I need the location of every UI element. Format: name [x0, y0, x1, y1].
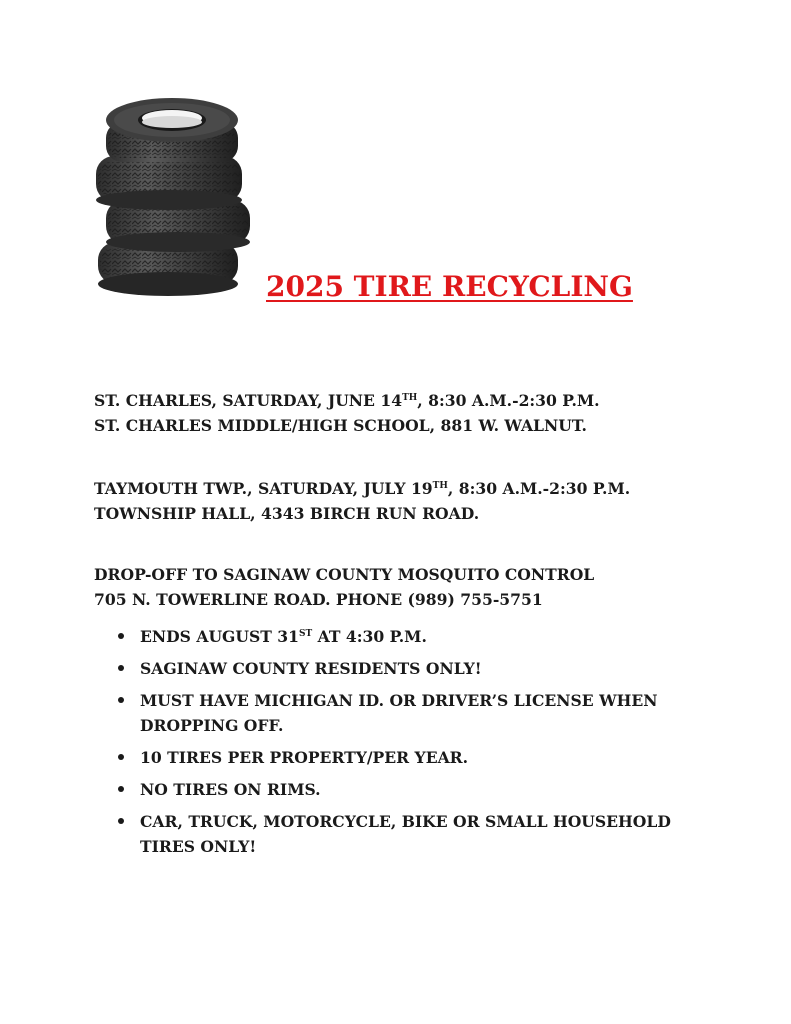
dropoff-line: DROP-OFF TO SAGINAW COUNTY MOSQUITO CONTROL	[94, 565, 595, 584]
event-location-line: TOWNSHIP HALL, 4343 BIRCH RUN ROAD.	[94, 504, 480, 523]
event-date-line: ST. CHARLES, SATURDAY, JUNE 14TH, 8:30 A.M.-2:30 P.M.	[94, 391, 600, 410]
list-item: ENDS AUGUST 31ST AT 4:30 P.M.	[118, 624, 698, 649]
dropoff-address-line: 705 N. TOWERLINE ROAD. PHONE (989) 755-5751	[94, 590, 543, 609]
event-taymouth	[94, 476, 630, 526]
event-date-line: TAYMOUTH TWP., SATURDAY, JULY 19TH, 8:30 A.M.-2:30 P.M.	[94, 479, 631, 498]
event-st-charles	[94, 388, 600, 438]
rules-list	[118, 624, 698, 866]
dropoff-info	[94, 562, 594, 612]
event-location-line: ST. CHARLES MIDDLE/HIGH SCHOOL, 881 W. WALNUT.	[94, 416, 587, 435]
tire-1	[106, 98, 238, 162]
bullet-dot-icon	[118, 754, 124, 760]
list-item: MUST HAVE MICHIGAN ID. OR DRIVER’S LICENSE WHEN DROPPING OFF.	[118, 688, 698, 738]
bullet-dot-icon	[118, 697, 124, 703]
tire-stack-icon	[92, 92, 254, 302]
tire-2	[96, 156, 242, 210]
list-item: SAGINAW COUNTY RESIDENTS ONLY!	[118, 656, 698, 681]
list-item: NO TIRES ON RIMS.	[118, 777, 698, 802]
bullet-dot-icon	[118, 786, 124, 792]
bullet-dot-icon	[118, 665, 124, 671]
list-item: CAR, TRUCK, MOTORCYCLE, BIKE OR SMALL HOUSEHOLD TIRES ONLY!	[118, 809, 698, 859]
page-title: 2025 TIRE RECYCLING	[266, 270, 633, 303]
list-item: 10 TIRES PER PROPERTY/PER YEAR.	[118, 745, 698, 770]
bullet-dot-icon	[118, 633, 124, 639]
bullet-dot-icon	[118, 818, 124, 824]
